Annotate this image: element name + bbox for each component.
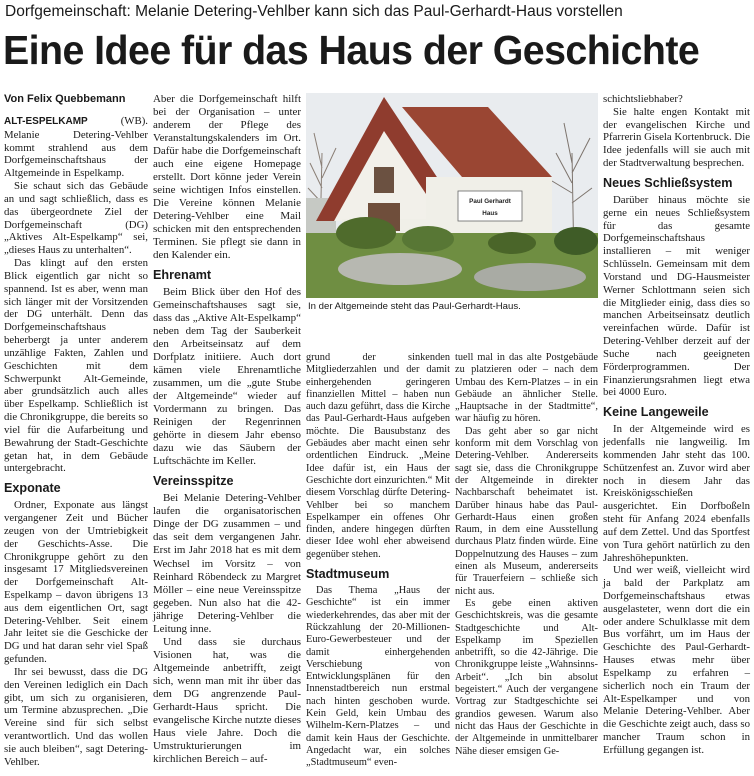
article-column-2 (153, 93, 301, 766)
article-paragraph: Ordner, Exponate aus längst vergangener Zeit und Bücher zeugen von der Umtriebigkeit der Geschichts-Asse. Die Chronikgruppe gehört zu den insgesamt 17 Mitgliedsvereinen der Dorfgemeinschaft Alt-Espelkamp – davon übrigens 13 aus dem eigentlichen Ort, sagt Detering-Vehlber. Seit einem Jahr leitet sie die Geschicke der DG und hat daran sehr viel Spaß gefunden. (4, 499, 148, 666)
article-paragraph: Das klingt auf den ersten Blick eigentlich gar nicht so spannend. Ist es aber, wenn man sich länger mit der Vorsitzenden der DG unterhält. Denn das Dorfgemeinschaftshaus beherbergt ja unter anderem unzählige Fakten, Zahlen und Geschichten mit dem Schwerpunkt Alt-Gemeinde, aber grundsätzlich auch alles über Espelkamp. Schließlich ist die Chronikgruppe, die bereits so viel für die Aufarbeitung und Bewahrung der Stadt-Geschichte getan hat, in dem Gebäude untergebracht. (4, 257, 148, 475)
article-paragraph: Es gebe einen aktiven Geschichtskreis, was die gesamte Stadtgeschichte und Alt-Espelkamp im Speziellen anbetrifft, so die 42-Jährige. Die Chronikgruppe leiste „Wahnsinns-Arbeit“. „Ich bin absolut begeistert.“ Auch der vergangene Vortrag zur Stadtgeschichte sei grandios gewesen. Warum also nicht das Haus der Geschichte in der Altgemeinde in unmittelbarer Nähe dieser emsigen Ge- (455, 597, 598, 757)
article-paragraph: Bei Melanie Detering-Vehlber laufen die organisatorischen Dinge der DG zusammen – und das seit dem vergangenen Jahr. Erst im Jahr 2018 hat es mit dem Wechsel im Vorsitz – von Reinhard Röbendeck zu Margret Möller – eine neue Vereinsspitze gegeben. Nun also hat die 42-jährige Detering-Vehlber die Leitung inne. (153, 492, 301, 635)
article-paragraph: Aber die Dorfgemeinschaft hilft bei der Organisation – unter anderem der Pflege des Veranstaltungskalenders im Ort. Dafür habe die Dorfgemeinschaft auch eine eigene Homepage erstellt. Dort könne jeder Verein seine wichtigen Infos einstellen. Die Vereine können Melanie Detering-Vehlber eine Mail schicken mit den entsprechenden Terminen. Sie pflegt sie dann in den Kalender ein. (153, 93, 301, 262)
subheading-ehrenamt: Ehrenamt (153, 268, 212, 283)
subheading-vereinsspitze: Vereinsspitze (153, 474, 234, 489)
paved-path (338, 253, 462, 285)
article-paragraph (4, 115, 148, 180)
article-paragraph: In der Altgemeinde wird es jedenfalls nie langweilig. Im kommenden Jahr steht das 100. Schützenfest an. Zuvor wird aber noch in diesem Jahr das Kreiskönigsschießen ausgerichtet. Ein Dorfboßeln steht für Anfang 2024 ebenfalls auf dem Zettel. Und das Sportfest von Tura gehört natürlich zu den Jahreshöhepunkten. (603, 423, 750, 564)
article-paragraph: Beim Blick über den Hof des Gemeinschaftshauses sagt sie, dass das „Aktive Alt-Espelkamp“ neben dem Tag der Sauberkeit den Arbeitseinsatz auf dem Dorfplatz initiiere. Auch dort kämen viele Ehrenamtliche zusammen, um die „gute Stube der Altgemeinde“ wieder auf Vordermann zu bringen. Das Reinigen der Regenrinnen gehörte in diesem Jahr ebenso dazu wie das Säubern der Luftschächte im Keller. (153, 286, 301, 468)
subheading-schliesssystem: Neues Schließsystem (603, 175, 733, 190)
upper-window (374, 167, 394, 193)
hedge (554, 227, 598, 255)
article-column-5 (603, 93, 750, 757)
subheading-exponate: Exponate (4, 481, 61, 496)
article-column-1 (4, 93, 148, 769)
house-sign-line-1: Paul Gerhardt (469, 198, 511, 205)
paved-path (474, 263, 586, 291)
subheading-stadtmuseum: Stadtmuseum (306, 567, 390, 582)
shrub (488, 232, 536, 254)
article-paragraph: Ihr sei bewusst, dass die DG den Vereinen lediglich ein Dach gibt, um sich zu organisieren, um Termine abzusprechen. „Die Vereine sind für sich selbst verantwortlich. Und das wollen sie auch bleiben“, sagt Detering-Vehlber. (4, 665, 148, 768)
paul-gerhardt-haus-photo (306, 93, 598, 298)
article-paragraph: grund der sinkenden Mitgliederzahlen und der damit einhergehenden geringeren finanziellen Mittel – haben nun auch dazu geführt, dass die Kirche das Paul-Gerhardt-Haus aufgeben möchte. Die Bausubstanz des Gebäudes aber macht einen sehr ordentlichen Eindruck. „Meine Idee dafür ist, ein Haus der Geschichte dort einzurichten.“ Mit diesem Vorschlag dürfte Detering-Vehlber bei so manchem Espelkamper ein offenes Ohr finden, andere hingegen dürften dieser Idee wohl eher abweisend gegenüber stehen. (306, 352, 450, 560)
article-paragraph: Sie schaut sich das Gebäude an und sagt schließlich, dass es das übergeordnete Ziel der Dorfgemeinschaft (DG) „Aktives Alt-Espelkamp“ sei, „dieses Haus zu unterhalten“. (4, 180, 148, 257)
article-paragraph: Sie halte engen Kontakt mit der evangelischen Kirche und Pfarrerin Gisela Kortenbruck. Die Idee jedenfalls will sie auch mit der Stadtverwaltung besprechen. (603, 105, 750, 170)
shrub (402, 226, 454, 252)
article-paragraph: Und wer weiß, vielleicht wird ja bald der Parkplatz am Dorfgemeinschaftshaus etwas ausgelasteter, wenn dort die ein oder andere Schulklasse mit dem Bus vorfährt, um im Haus der Geschichte des Paul-Gerhardt-Hauses etwas mehr über Espelkamp zu erfahren – sicherlich noch ein Traum der Alt-Espelkamper und von Melanie Detering-Vehlber. Aber die Geschichte zeigt auch, dass so mancher Traum schon in Erfüllung gegangen ist. (603, 564, 750, 756)
article-paragraph: tuell mal in das alte Postgebäude zu platzieren oder – nach dem Umbau des Kern-Platzes – in ein Gebäude an ähnlicher Stelle. „Hauptsache in der Stadtmitte“, war häufig zu hören. (455, 352, 598, 425)
article-kicker: Dorfgemeinschaft: Melanie Detering-Vehlber kann sich das Paul-Gerhardt-Haus vorstellen (5, 3, 623, 20)
article-byline: Von Felix Quebbemann (4, 93, 126, 105)
paragraph-text: (WB). Melanie Detering-Vehlber kommt strahlend aus dem Dorfgemeinschaftshaus der Altgemeinde in Espelkamp. (4, 115, 148, 180)
article-paragraph: schichtsliebhaber? (603, 93, 683, 105)
article-paragraph: Und dass sie durchaus Visionen hat, was die Altgemeinde anbetrifft, zeigt sich, wenn man mit ihr über das dem DG angrenzende Paul-Gerhardt-Haus spricht. Die evangelische Kirche nutzte dieses Haus viele Jahre. Doch die Umstrukturierungen im kirchlichen Bereich – auf- (153, 635, 301, 765)
shrub (336, 217, 396, 249)
article-column-3 (306, 352, 450, 770)
article-paragraph: Darüber hinaus möchte sie gerne ein neues Schließsystem für das gesamte Dorfgemeinschaftshaus installieren – mit weniger Schlüsseln. Gemeinsam mit dem Vorstand und DG-Hausmeister Werner Schlottmann seien sich die Mitglieder einig, dass dies so manchen Arbeitseinsatz deutlich vereinfachen würde. Dafür ist Detering-Vehlber derzeit auf der Suche nach geeigneten Förderprogrammen. Der Finanzierungsrahmen liegt etwa bei 4000 Euro. (603, 193, 750, 399)
article-column-4 (455, 352, 598, 758)
subheading-langeweile: Keine Langeweile (603, 405, 709, 420)
photo-caption: In der Altgemeinde steht das Paul-Gerhardt-Haus. (308, 301, 521, 312)
article-paragraph: Das Thema „Haus der Geschichte“ ist ein immer wiederkehrendes, das aber mit der Rückzahlung der 20-Millionen-Euro-Gewerbesteuer und der damit einhergehenden Verschiebung von Entwicklungsplänen für den Innenstadtbereich nun erstmal nach hinten geschoben wurde. Kein Geld, kein Umbau des Wilhelm-Kern-Platzes – und damit kein Haus der Geschichte. Angedacht war, ein solches „Stadtmuseum“ even- (306, 585, 450, 769)
dateline: ALT-ESPELKAMP (4, 116, 88, 127)
house-sign-line-2: Haus (482, 210, 498, 217)
article-headline: Eine Idee für das Haus der Geschichte (3, 27, 700, 73)
article-photo (306, 93, 598, 348)
article-paragraph: Das geht aber so gar nicht konform mit dem Vorschlag von Detering-Vehlber. Andererseits sagt sie, dass die Chronikgruppe der Altgemeinde in direkter Nachbarschaft beheimatet ist. Darüber hinaus habe das Paul-Gerhardt-Haus einen großen Raum, in dem eine Ausstellung durchaus Platz finden würde. Eine Doppelnutzung des Hauses – zum einen als Museum, andererseits für Trauerfeiern – schließe sich nicht aus. (455, 425, 598, 597)
